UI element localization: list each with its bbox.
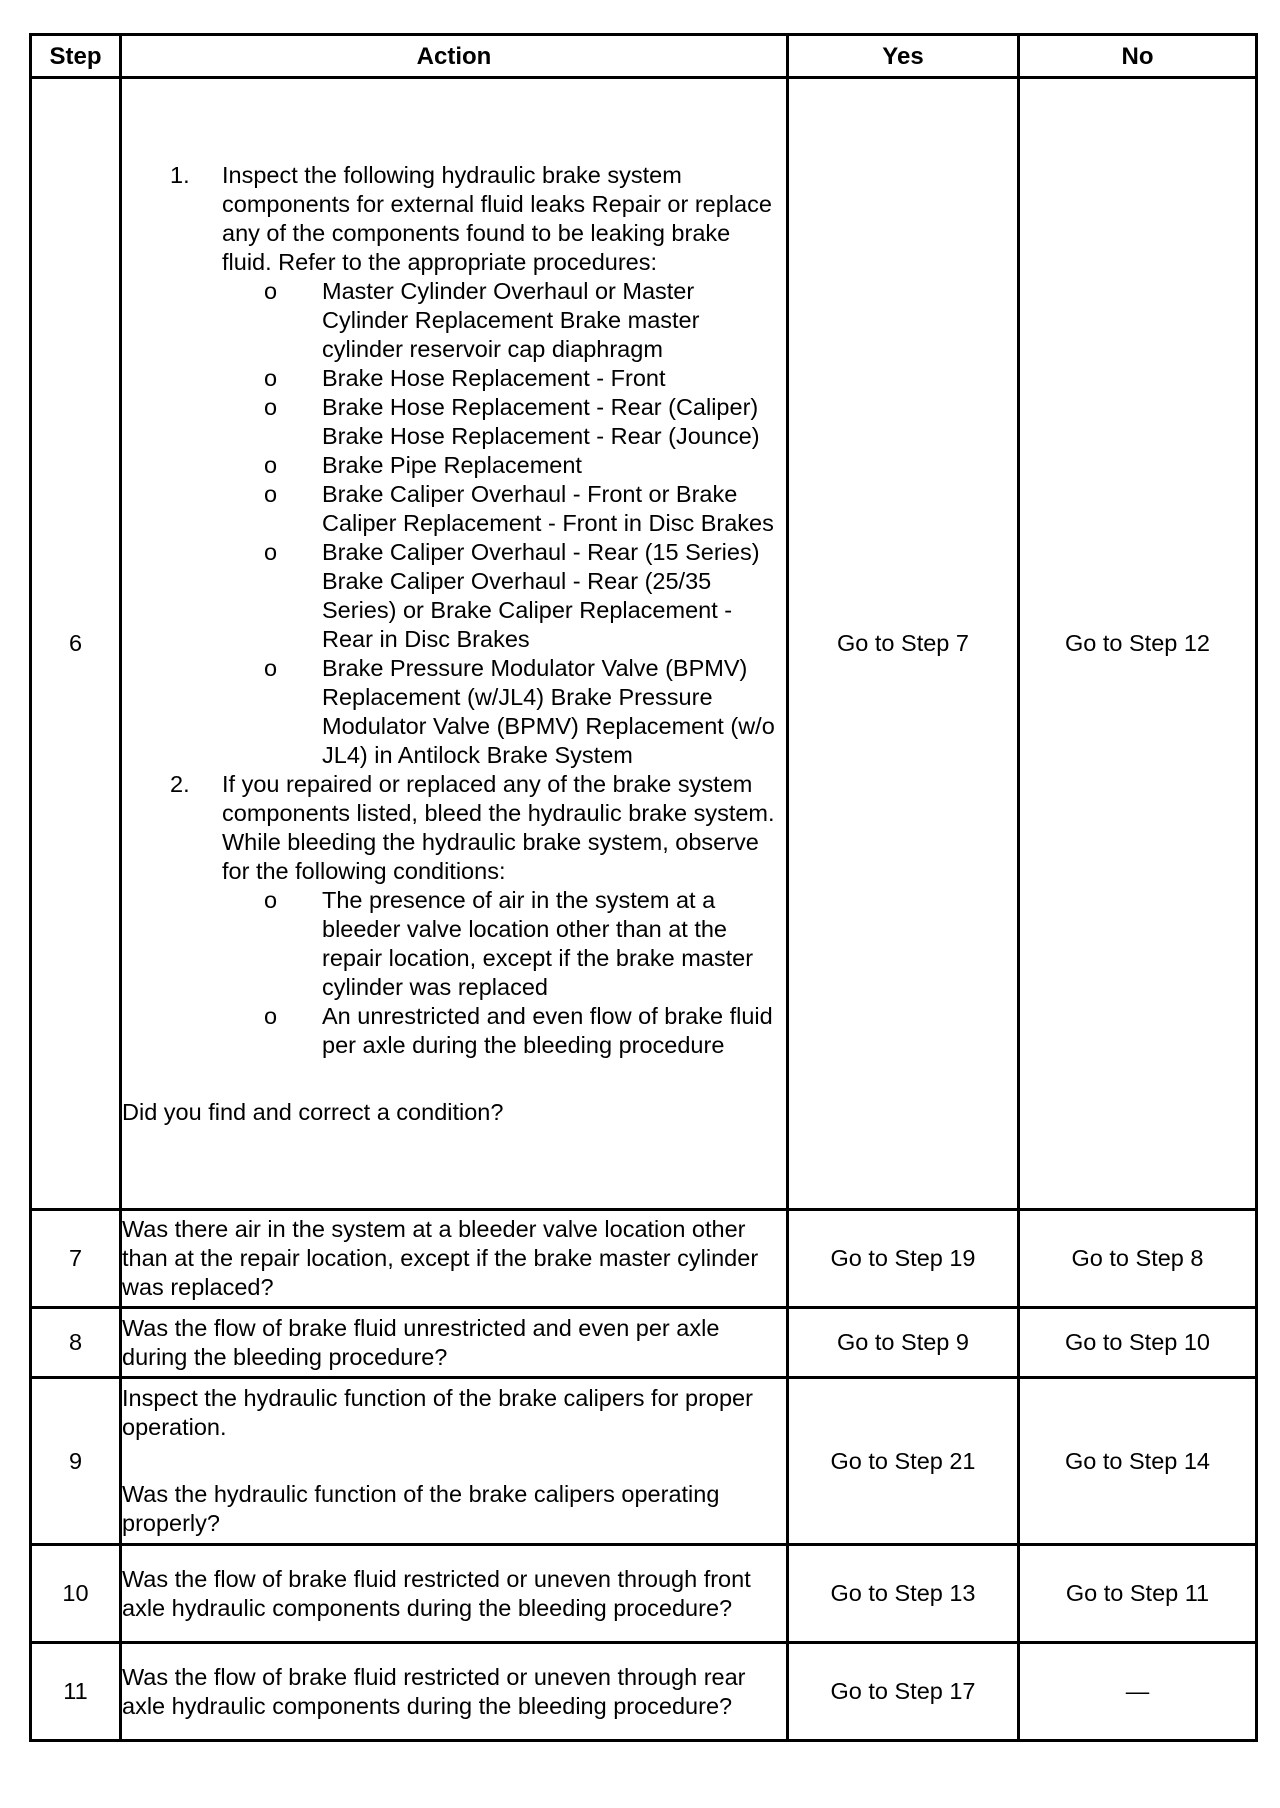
action-cell [121,1643,788,1741]
bullet-glyph: o [264,480,278,507]
table-row-step-10 [31,1545,1257,1643]
header-action: Action [121,35,788,78]
item-number: 2. [170,770,190,797]
bullet-glyph: o [264,886,278,913]
step-number: 10 [31,1545,121,1643]
header-yes: Yes [788,35,1019,78]
table-row-step-9 [31,1378,1257,1545]
item-text: Inspect the following hydraulic brake system components for external fluid leaks Repair or replace any of the components found to be leaking brake fluid. Refer to the appropriate procedures: [222,161,772,275]
yes-result: Go to Step 9 [788,1308,1019,1378]
question-text: Was the flow of brake fluid restricted or uneven through front axle hydraulic components during the bleeding procedure? [122,1565,751,1621]
header-row [31,35,1257,78]
component-list [222,277,786,770]
list-item: o Brake Pressure Modulator Valve (BPMV) Replacement (w/JL4) Brake Pressure Modulator Valve (BPMV) Replacement (w/o JL4) in Antilock Brake System [264,654,775,768]
yes-result: Go to Step 17 [788,1643,1019,1741]
spacer [122,1060,786,1098]
step-number: 9 [31,1378,121,1545]
action-cell [121,1378,788,1545]
question-text: Did you find and correct a condition? [122,1098,504,1125]
yes-result: Go to Step 19 [788,1210,1019,1308]
bullet-glyph: o [264,451,278,478]
list-item: o Brake Pipe Replacement [264,451,582,478]
yes-result: Go to Step 21 [788,1378,1019,1545]
action-cell [121,78,814,1210]
question-text: Was the flow of brake fluid unrestricted and even per axle during the bleeding procedure? [122,1314,720,1370]
list-item: o Brake Hose Replacement - Rear (Caliper) Brake Hose Replacement - Rear (Jounce) [264,393,760,449]
condition-list [222,886,786,1060]
no-result: Go to Step 12 [1019,78,1257,1210]
list-item: o The presence of air in the system at a bleeder valve location other than at the repair location, except if the brake master cylinder was replaced [264,886,754,1000]
procedure-item [122,770,814,1060]
procedure-item [122,161,786,770]
step-number: 7 [31,1210,121,1308]
no-result: Go to Step 14 [1019,1378,1257,1545]
spacer [122,1442,786,1480]
bullet-glyph: o [264,364,278,391]
list-item: o Brake Hose Replacement - Front [264,364,666,391]
table-row-step-11 [31,1643,1257,1741]
question-text: Was there air in the system at a bleeder valve location other than at the repair location, except if the brake master cylinder was replaced? [122,1216,759,1300]
action-cell [121,1308,788,1378]
action-cell [121,1210,788,1308]
list-item: o An unrestricted and even flow of brake fluid per axle during the bleeding procedure [264,1002,773,1058]
instruction-text: Inspect the hydraulic function of the brake calipers for proper operation. [122,1385,753,1440]
list-item: o Brake Caliper Overhaul - Rear (15 Series) Brake Caliper Overhaul - Rear (25/35 Series) or Brake Caliper Replacement - Rear in Disc Brakes [264,538,760,652]
step-number: 11 [31,1643,121,1741]
action-cell [121,1545,788,1643]
no-result: Go to Step 8 [1019,1210,1257,1308]
bullet-glyph: o [264,393,278,420]
bullet-glyph: o [264,277,278,304]
bullet-glyph: o [264,1002,278,1029]
list-item: o Master Cylinder Overhaul or Master Cylinder Replacement Brake master cylinder reservoir cap diaphragm [264,277,700,362]
no-result: — [1019,1643,1257,1741]
header-no: No [1019,35,1257,78]
no-result: Go to Step 11 [1019,1545,1257,1643]
question-text: Was the flow of brake fluid restricted or uneven through rear axle hydraulic components during the bleeding procedure? [122,1663,746,1719]
question-text: Was the hydraulic function of the brake calipers operating properly? [122,1481,720,1536]
table-row-step-7 [31,1210,1257,1308]
yes-result: Go to Step 7 [788,78,1019,1210]
header-step: Step [31,35,121,78]
yes-result: Go to Step 13 [788,1545,1019,1643]
no-result: Go to Step 10 [1019,1308,1257,1378]
list-item: o Brake Caliper Overhaul - Front or Brake Caliper Replacement - Front in Disc Brakes [264,480,774,536]
table-row-step-6 [31,78,1257,1210]
diagnostic-table [29,33,1258,1742]
bullet-glyph: o [264,538,278,565]
item-number: 1. [170,161,190,188]
step-number: 8 [31,1308,121,1378]
table-row-step-8 [31,1308,1257,1378]
step-number: 6 [31,78,121,1210]
item-text: If you repaired or replaced any of the brake system components listed, bleed the hydraulic brake system. While bleeding the hydraulic brake system, observe for the following conditions: [222,770,814,884]
bullet-glyph: o [264,654,278,681]
procedure-list [122,161,814,1060]
